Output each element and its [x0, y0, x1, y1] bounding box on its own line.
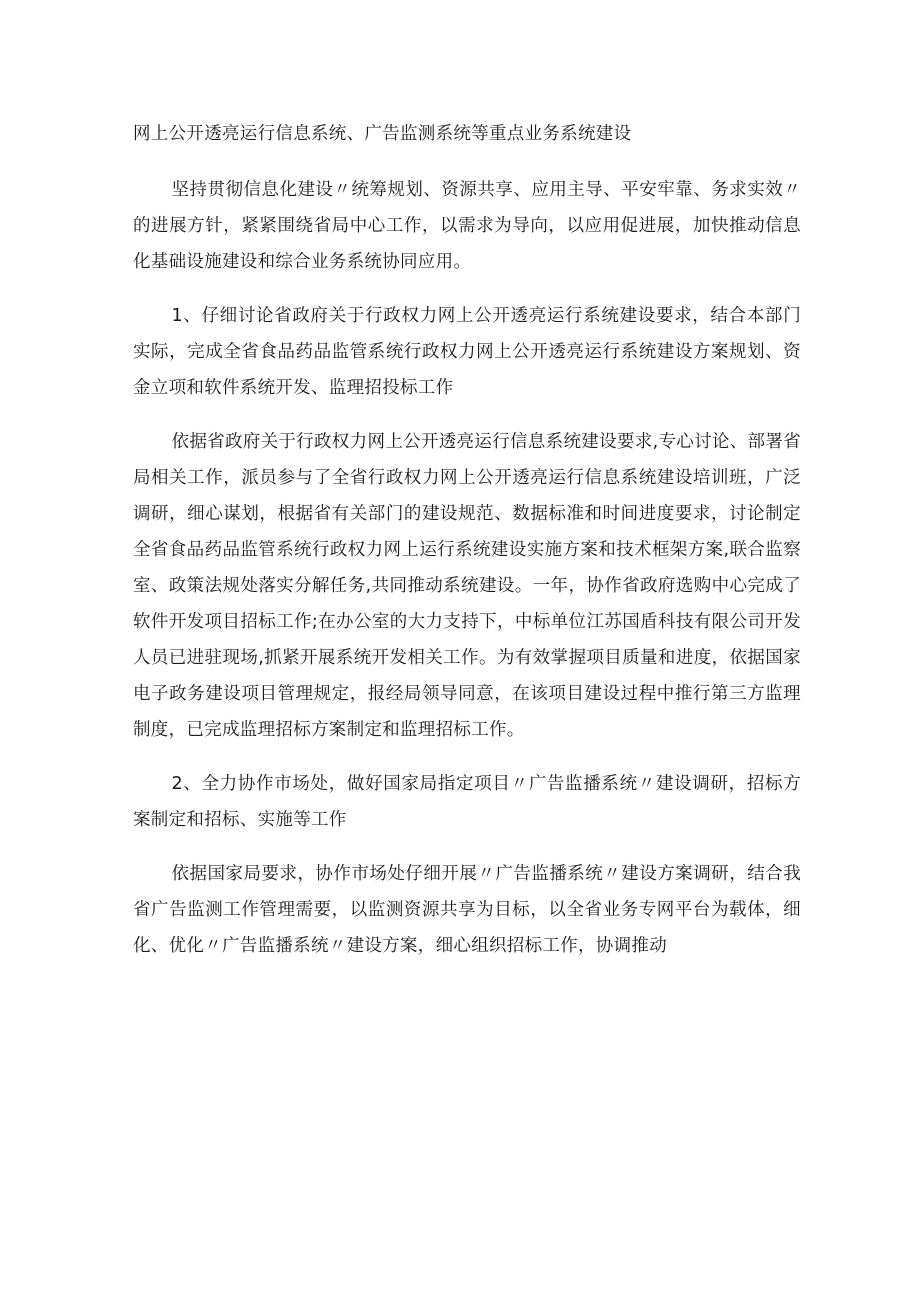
paragraph-item-2-body: 依据国家局要求，协作市场处仔细开展〃广告监播系统〃建设方案调研，结合我省广告监测工作管理需要，以监测资源共享为目标，以全省业务专网平台为载体，细化、优化〃广告监播系统〃建设方案，细心组织招标工作，协调推动	[133, 864, 801, 956]
paragraph-intro: 坚持贯彻信息化建设〃统筹规划、资源共享、应用主导、平安牢靠、务求实效〃的进展方针，紧紧围绕省局中心工作，以需求为导向，以应用促进展，加快推动信息化基础设施建设和综合业务系统协同应用。	[133, 180, 801, 272]
paragraph-item-1-body: 依据省政府关于行政权力网上公开透亮运行信息系统建设要求,专心讨论、部署省局相关工作，派员参与了全省行政权力网上公开透亮运行信息系统建设培训班，广泛调研，细心谋划，根据省有关部门的建设规范、数据标准和时间进度要求，讨论制定全省食品药品监管系统行政权力网上运行系统建设实施方案和技术框架方案,联合监察室、政策法规处落实分解任务,共同推动系统建设。一年，协作省政府选购中心完成了软件开发项目招标工作;在办公室的大力支持下，中标单位江苏国盾科技有限公司开发人员已进驻现场,抓紧开展系统开发相关工作。为有效掌握项目质量和进度，依据国家电子政务建设项目管理规定，报经局领导同意，在该项目建设过程中推行第三方监理制度，已完成监理招标方案制定和监理招标工作。	[133, 432, 801, 740]
paragraph-item-2-heading: 2、全力协作市场处，做好国家局指定项目〃广告监播系统〃建设调研，招标方案制定和招标、实施等工作	[133, 774, 801, 830]
document-body	[133, 116, 801, 964]
section-heading: 网上公开透亮运行信息系统、广告监测系统等重点业务系统建设	[133, 124, 632, 144]
paragraph-item-1-heading: 1、仔细讨论省政府关于行政权力网上公开透亮运行系统建设要求，结合本部门实际，完成全省食品药品监管系统行政权力网上公开透亮运行系统建设方案规划、资金立项和软件系统开发、监理招投标工作	[133, 306, 801, 398]
